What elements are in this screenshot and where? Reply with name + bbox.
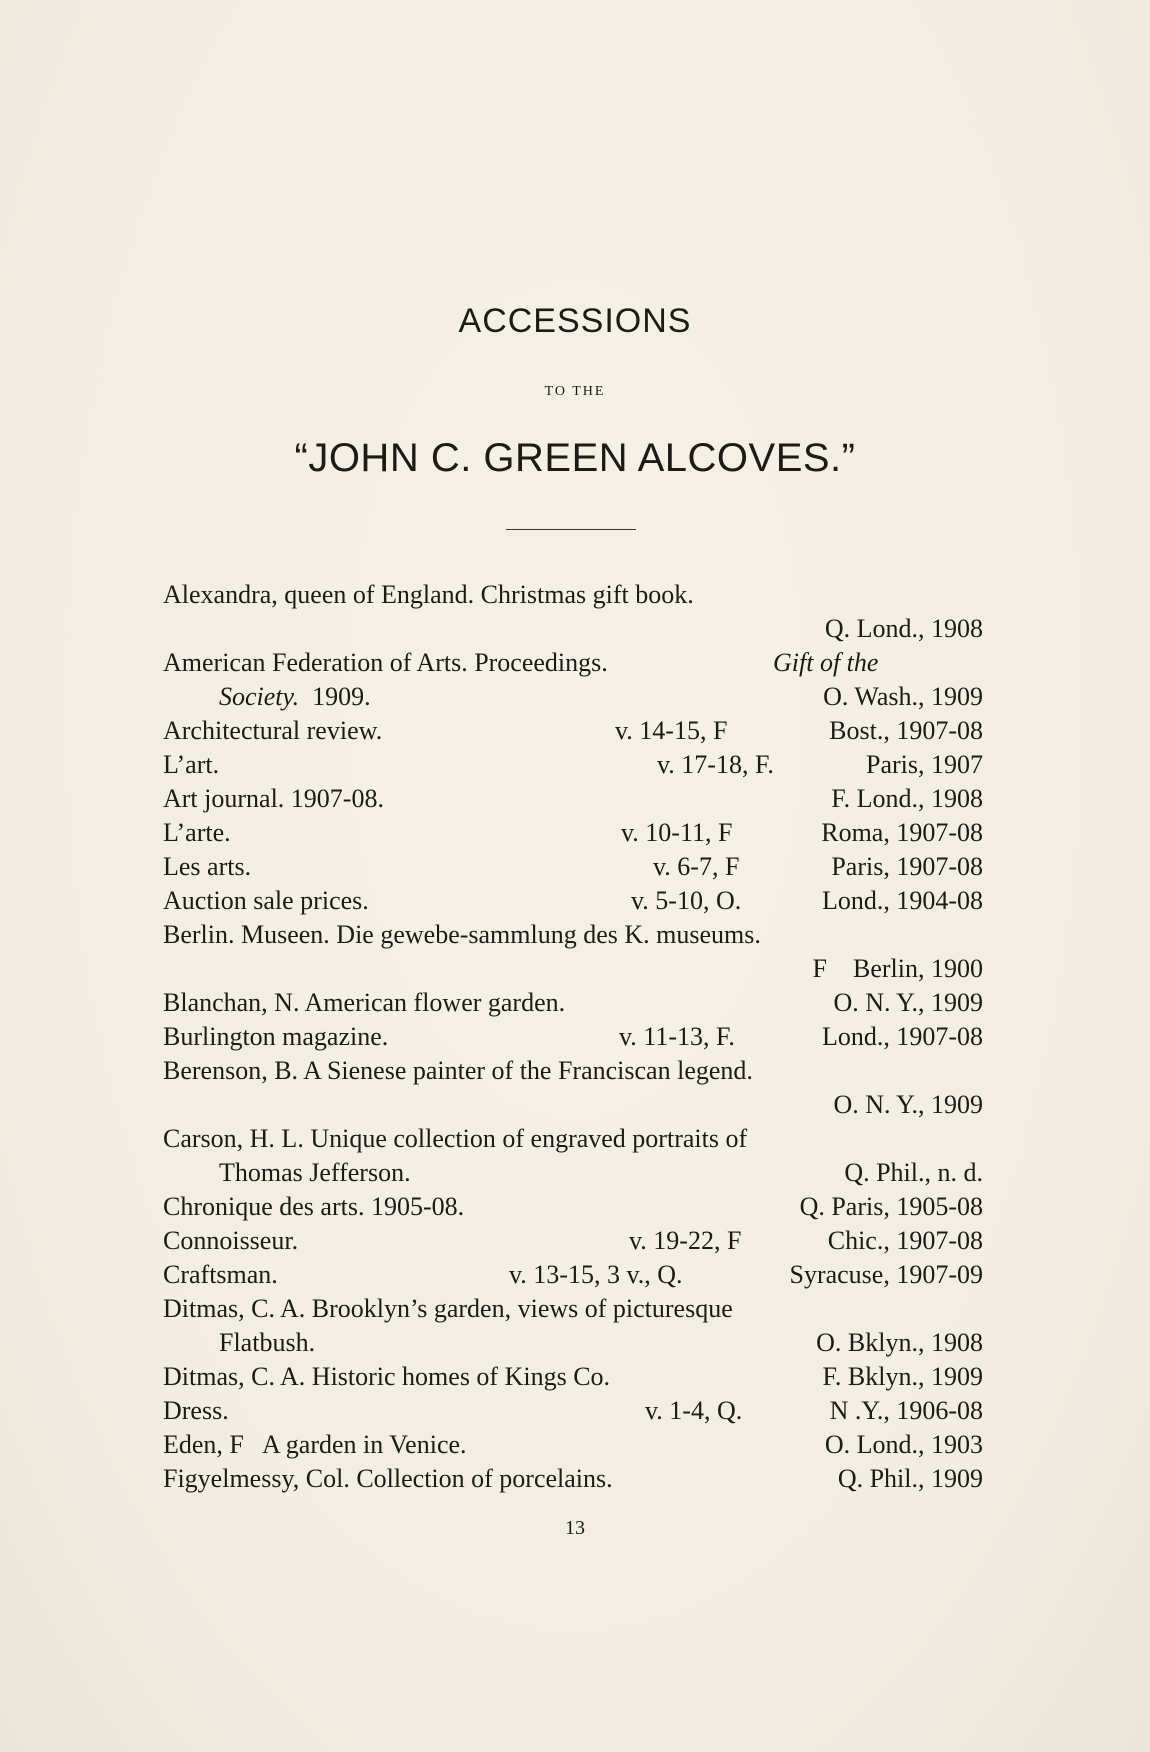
entry-text: Architectural review. — [163, 716, 383, 745]
entry-imprint: Chic., 1907-08 — [827, 1226, 983, 1255]
list-item — [163, 816, 983, 850]
list-item — [163, 646, 983, 680]
accessions-list — [163, 578, 983, 1496]
entry-volumes: v. 10-11, F — [621, 818, 733, 847]
list-item — [163, 1394, 983, 1428]
list-item — [163, 952, 983, 986]
list-item — [163, 1224, 983, 1258]
list-item — [163, 1462, 983, 1496]
entry-volumes: v. 14-15, F — [615, 716, 728, 745]
list-item — [163, 1428, 983, 1462]
entry-imprint: F Berlin, 1900 — [812, 954, 983, 983]
entry-text: Berlin. Museen. Die gewebe-sammlung des K. museums. — [163, 920, 761, 949]
list-item — [163, 1292, 983, 1326]
entry-text: Burlington magazine. — [163, 1022, 389, 1051]
entry-volumes: v. 11-13, F. — [619, 1022, 735, 1051]
entry-imprint: Q. Paris, 1905-08 — [799, 1192, 983, 1221]
entry-date: 1909. — [312, 682, 371, 711]
list-item — [163, 1360, 983, 1394]
entry-imprint: O. N. Y., 1909 — [833, 1090, 983, 1119]
entry-text: Berenson, B. A Sienese painter of the Franciscan legend. — [163, 1056, 753, 1085]
entry-imprint: Q. Lond., 1908 — [824, 614, 983, 643]
entry-text: Connoisseur. — [163, 1226, 299, 1255]
list-item — [163, 748, 983, 782]
entry-imprint: Lond., 1907-08 — [821, 1022, 983, 1051]
entry-imprint: O. Bklyn., 1908 — [816, 1328, 983, 1357]
entry-text: Chronique des arts. 1905-08. — [163, 1192, 465, 1221]
list-item — [163, 918, 983, 952]
entry-imprint: F. Lond., 1908 — [831, 784, 983, 813]
entry-text: Craftsman. — [163, 1260, 278, 1289]
entry-text: American Federation of Arts. Proceedings. — [163, 648, 608, 677]
list-item — [163, 612, 983, 646]
list-item — [163, 1190, 983, 1224]
list-item — [163, 1258, 983, 1292]
entry-imprint: Q. Phil., n. d. — [844, 1158, 983, 1187]
entry-text: Alexandra, queen of England. Christmas gift book. — [163, 580, 694, 609]
entry-imprint: O. Lond., 1903 — [824, 1430, 983, 1459]
entry-text: Ditmas, C. A. Historic homes of Kings Co. — [163, 1362, 611, 1391]
entry-imprint: Syracuse, 1907-09 — [789, 1260, 983, 1289]
entry-imprint: O. N. Y., 1909 — [833, 988, 983, 1017]
entry-text: Figyelmessy, Col. Collection of porcelains. — [163, 1464, 613, 1493]
entry-imprint: O. Wash., 1909 — [823, 682, 983, 711]
entry-text: L’art. — [163, 750, 220, 779]
entry-text: Thomas Jefferson. — [219, 1158, 411, 1187]
page-number: 13 — [565, 1517, 585, 1539]
entry-gift-note: Society. — [219, 682, 300, 711]
entry-text: Ditmas, C. A. Brooklyn’s garden, views of picturesque — [163, 1294, 733, 1323]
list-item — [163, 1054, 983, 1088]
list-item — [163, 1156, 983, 1190]
entry-imprint: Paris, 1907-08 — [831, 852, 983, 881]
list-item — [163, 714, 983, 748]
entry-text: Eden, F A garden in Venice. — [163, 1430, 467, 1459]
list-item — [163, 1020, 983, 1054]
list-item — [163, 1088, 983, 1122]
entry-volumes: v. 1-4, Q. — [645, 1396, 743, 1425]
entry-text: Blanchan, N. American flower garden. — [163, 988, 566, 1017]
entry-text: Flatbush. — [219, 1328, 316, 1357]
list-item — [163, 680, 983, 714]
entry-imprint: Q. Phil., 1909 — [837, 1464, 983, 1493]
entry-imprint: Bost., 1907-08 — [829, 716, 983, 745]
entry-imprint: F. Bklyn., 1909 — [822, 1362, 983, 1391]
list-item — [163, 1326, 983, 1360]
entry-volumes: v. 13-15, 3 v., Q. — [509, 1260, 683, 1289]
entry-text: Auction sale prices. — [163, 886, 369, 915]
entry-imprint: Lond., 1904-08 — [821, 886, 983, 915]
entry-text — [219, 680, 371, 714]
divider-rule — [506, 529, 636, 530]
list-item — [163, 850, 983, 884]
entry-imprint: Roma, 1907-08 — [821, 818, 983, 847]
list-item — [163, 1122, 983, 1156]
entry-volumes: v. 17-18, F. — [657, 750, 774, 779]
page-title: ACCESSIONS — [458, 302, 692, 340]
entry-imprint: Paris, 1907 — [866, 750, 983, 779]
list-item — [163, 578, 983, 612]
entry-text: Art journal. 1907-08. — [163, 784, 384, 813]
entry-text: L’arte. — [163, 818, 231, 847]
entry-volumes: v. 5-10, O. — [631, 886, 742, 915]
entry-volumes: v. 6-7, F — [653, 852, 740, 881]
entry-volumes: v. 19-22, F — [629, 1226, 742, 1255]
entry-text: Carson, H. L. Unique collection of engraved portraits of — [163, 1124, 748, 1153]
list-item — [163, 986, 983, 1020]
list-item — [163, 782, 983, 816]
entry-text: Dress. — [163, 1396, 229, 1425]
entry-imprint: N .Y., 1906-08 — [829, 1396, 983, 1425]
entry-text: Les arts. — [163, 852, 252, 881]
entry-gift-note: Gift of the — [773, 648, 879, 677]
page-subtitle: TO THE — [544, 384, 606, 399]
collection-title: “JOHN C. GREEN ALCOVES.” — [294, 436, 856, 480]
list-item — [163, 884, 983, 918]
